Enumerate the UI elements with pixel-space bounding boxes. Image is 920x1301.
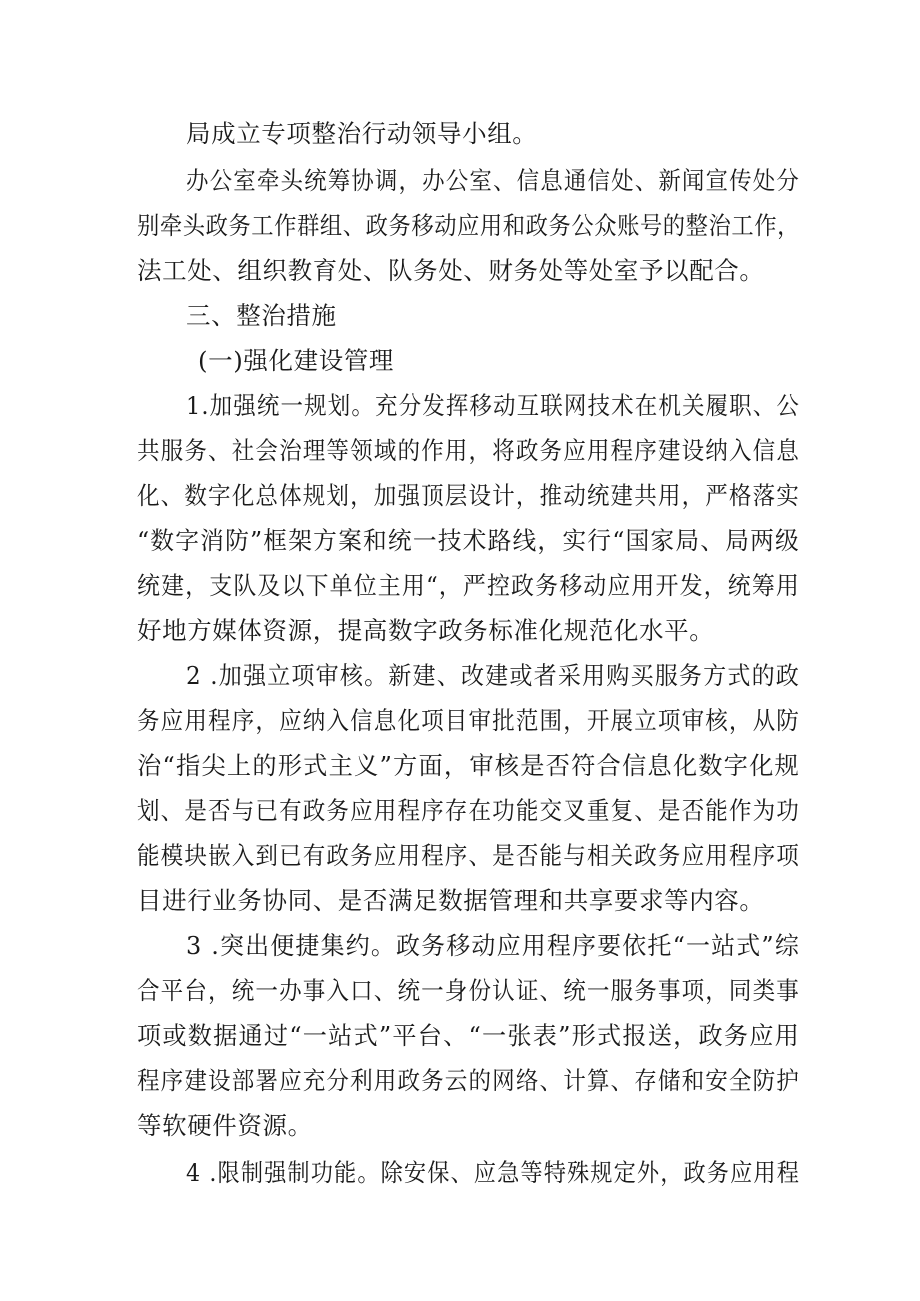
paragraph-line: 能模块嵌入到已有政务应用程序、是否能与相关政务应用程序项 [137, 841, 800, 870]
paragraph-line: 1.加强统一规划。充分发挥移动互联网技术在机关履职、公 [186, 391, 801, 420]
paragraph-line: 办公室牵头统筹协调，办公室、信息通信处、新闻宣传处分 [186, 166, 801, 195]
paragraph-line: 4 .限制强制功能。除安保、应急等特殊规定外，政务应用程 [186, 1158, 801, 1187]
paragraph-line: “数字消防”框架方案和统一技术路线，实行“国家局、局两级 [137, 526, 800, 555]
paragraph-line: 项或数据通过“一站式”平台、“一张表”形式报送，政务应用 [137, 1021, 800, 1050]
paragraph-line: 法工处、组织教育处、队务处、财务处等处室予以配合。 [137, 256, 765, 285]
paragraph-line: 3 .突出便捷集约。政务移动应用程序要依托“一站式”综 [186, 931, 801, 960]
paragraph-line: 好地方媒体资源，提高数字政务标准化规范化水平。 [137, 616, 715, 645]
paragraph-line: 化、数字化总体规划，加强顶层设计，推动统建共用，严格落实 [137, 481, 800, 510]
paragraph-line: 目进行业务协同、是否满足数据管理和共享要求等内容。 [137, 886, 765, 915]
paragraph-line: 治“指尖上的形式主义”方面，审核是否符合信息化数字化规 [137, 751, 800, 780]
subsection-heading: (一)强化建设管理 [198, 346, 395, 375]
paragraph-line: 程序建设部署应充分利用政务云的网络、计算、存储和安全防护 [137, 1066, 800, 1095]
paragraph-line: 局成立专项整治行动领导小组。 [186, 119, 538, 148]
paragraph-line: 别牵头政务工作群组、政务移动应用和政务公众账号的整治工作， [137, 211, 800, 240]
paragraph-line: 共服务、社会治理等领域的作用，将政务应用程序建设纳入信息 [137, 436, 800, 465]
paragraph-line: 2 .加强立项审核。新建、改建或者采用购买服务方式的政 [186, 661, 801, 690]
section-heading: 三、整治措施 [186, 301, 337, 330]
paragraph-line: 统建，支队及以下单位主用“，严控政务移动应用开发，统筹用 [137, 571, 800, 600]
paragraph-line: 划、是否与已有政务应用程序存在功能交叉重复、是否能作为功 [137, 796, 800, 825]
paragraph-line: 合平台，统一办事入口、统一身份认证、统一服务事项，同类事 [137, 976, 800, 1005]
paragraph-line: 务应用程序，应纳入信息化项目审批范围，开展立项审核，从防 [137, 706, 800, 735]
paragraph-line: 等软硬件资源。 [137, 1111, 313, 1140]
